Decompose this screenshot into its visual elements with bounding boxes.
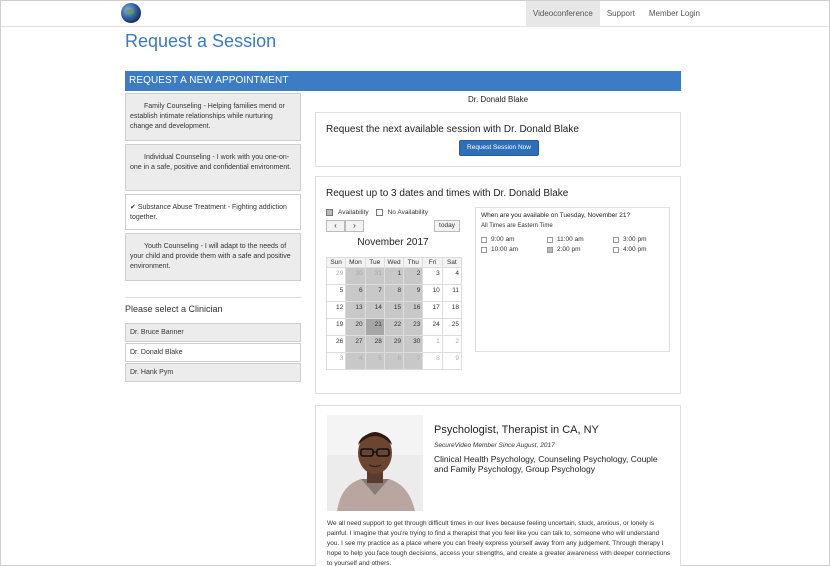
next-month-button[interactable]: › — [345, 220, 364, 232]
legend-no-availability: No Availability — [387, 209, 428, 216]
weekday-header: Thu — [404, 258, 423, 268]
time-slot-checkbox[interactable] — [613, 247, 619, 253]
nav-member-login[interactable]: Member Login — [648, 9, 700, 18]
calendar-day[interactable]: 7 — [404, 353, 423, 370]
calendar-day[interactable]: 5 — [327, 285, 346, 302]
time-slot[interactable] — [481, 236, 547, 243]
calendar-day[interactable]: 7 — [365, 285, 384, 302]
specialties: Clinical Health Psychology, Counseling Psychology, Couple and Family Psychology, Group Psychology — [434, 454, 658, 474]
time-slot-checkbox[interactable] — [613, 237, 619, 243]
calendar-day[interactable]: 29 — [384, 336, 403, 353]
time-slot-label: 3:00 pm — [623, 236, 647, 243]
weekday-header: Sat — [442, 258, 461, 268]
calendar-day[interactable]: 13 — [346, 302, 365, 319]
request-session-now-button[interactable]: Request Session Now — [459, 140, 539, 156]
time-slot-checkbox[interactable] — [481, 247, 487, 253]
time-slot-label: 9:00 am — [491, 236, 515, 243]
calendar-day[interactable]: 14 — [365, 302, 384, 319]
calendar-day[interactable]: 15 — [384, 302, 403, 319]
service-text: Individual Counseling - I work with you one-on-one in a safe, positive and confidential environment. — [130, 154, 292, 171]
top-navbar — [1, 1, 829, 27]
times-question: When are you available on Tuesday, November 21? — [481, 212, 631, 219]
calendar-day[interactable]: 6 — [384, 353, 403, 370]
clinician-bruce-banner[interactable]: Dr. Bruce Banner — [125, 323, 301, 342]
time-slot-checkbox[interactable] — [547, 237, 553, 243]
service-family-counseling[interactable] — [125, 93, 301, 141]
calendar-day[interactable]: 9 — [442, 353, 461, 370]
calendar-day[interactable]: 11 — [442, 285, 461, 302]
nav-support[interactable]: Support — [606, 9, 635, 18]
service-list — [125, 93, 301, 284]
calendar-month-title: November 2017 — [357, 237, 429, 248]
calendar-day[interactable]: 17 — [423, 302, 442, 319]
service-individual-counseling[interactable] — [125, 144, 301, 191]
calendar-day[interactable]: 6 — [346, 285, 365, 302]
time-slot-label: 2:00 pm — [557, 246, 581, 253]
service-text: Family Counseling - Helping families mend or establish intimate relationships while nurturing change and development. — [130, 103, 285, 130]
calendar-week — [327, 319, 462, 336]
prev-month-button[interactable]: ‹ — [326, 220, 345, 232]
calendar-day[interactable]: 28 — [365, 336, 384, 353]
calendar-day[interactable]: 1 — [423, 336, 442, 353]
next-available-title: Request the next available session with Dr. Donald Blake — [326, 124, 579, 135]
calendar-day[interactable]: 8 — [384, 285, 403, 302]
service-substance-abuse[interactable] — [125, 194, 301, 230]
member-since: SecureVideo Member Since August, 2017 — [434, 442, 555, 449]
calendar-day[interactable]: 30 — [404, 336, 423, 353]
profile-panel — [315, 405, 681, 566]
calendar-day[interactable]: 27 — [346, 336, 365, 353]
calendar-day[interactable]: 18 — [442, 302, 461, 319]
calendar-day[interactable]: 22 — [384, 319, 403, 336]
time-slot[interactable] — [613, 236, 667, 243]
calendar-legend — [326, 209, 435, 216]
time-slot[interactable] — [481, 246, 547, 253]
time-slot-label: 11:00 am — [557, 236, 584, 243]
portrait-image-icon — [327, 415, 423, 511]
calendar-day[interactable]: 4 — [442, 268, 461, 285]
time-slot-checkbox[interactable] — [547, 247, 553, 253]
calendar-day[interactable]: 8 — [423, 353, 442, 370]
weekday-header: Fri — [423, 258, 442, 268]
doctor-name: Dr. Donald Blake — [467, 95, 529, 104]
nav-videoconference[interactable]: Videoconference — [526, 1, 600, 27]
next-available-panel — [315, 112, 681, 167]
calendar-day[interactable]: 3 — [423, 268, 442, 285]
service-youth-counseling[interactable] — [125, 233, 301, 281]
weekday-header: Sun — [327, 258, 346, 268]
calendar-day[interactable]: 2 — [404, 268, 423, 285]
times-zone-note: All Times are Eastern Time — [481, 223, 553, 229]
calendar-day[interactable]: 20 — [346, 319, 365, 336]
clinician-prompt: Please select a Clinician — [125, 297, 301, 314]
today-button[interactable]: today — [434, 220, 460, 232]
weekday-header: Wed — [384, 258, 403, 268]
calendar-week — [327, 336, 462, 353]
main-nav — [526, 1, 707, 27]
calendar-day[interactable]: 9 — [404, 285, 423, 302]
weekday-header: Tue — [365, 258, 384, 268]
calendar-day[interactable]: 3 — [327, 353, 346, 370]
calendar-day[interactable]: 21 — [365, 319, 384, 336]
scheduler-title: Request up to 3 dates and times with Dr. Donald Blake — [326, 188, 569, 199]
calendar-week — [327, 353, 462, 370]
service-text: Substance Abuse Treatment - Fighting addiction together. — [130, 204, 287, 221]
legend-availability: Availability — [338, 209, 369, 216]
time-slot-label: 4:00 pm — [623, 246, 647, 253]
availability-swatch-icon — [326, 209, 333, 216]
time-slot-grid — [481, 236, 667, 253]
calendar-day[interactable]: 30 — [346, 268, 365, 285]
calendar-grid — [326, 257, 462, 370]
calendar-day[interactable]: 19 — [327, 319, 346, 336]
globe-logo-icon[interactable] — [121, 3, 141, 23]
calendar-week — [327, 302, 462, 319]
clinician-hank-pym[interactable]: Dr. Hank Pym — [125, 363, 301, 382]
calendar-day[interactable]: 31 — [365, 268, 384, 285]
clinician-donald-blake[interactable]: Dr. Donald Blake — [125, 343, 301, 362]
clinician-photo — [327, 415, 423, 511]
calendar-day[interactable]: 12 — [327, 302, 346, 319]
calendar-week — [327, 285, 462, 302]
time-slot-checkbox[interactable] — [481, 237, 487, 243]
time-slot-label: 10:00 am — [491, 246, 519, 253]
time-slot[interactable] — [547, 246, 613, 253]
calendar-day[interactable]: 26 — [327, 336, 346, 353]
time-slot[interactable] — [547, 236, 613, 243]
time-slot-panel — [475, 207, 670, 352]
section-header: REQUEST A NEW APPOINTMENT — [125, 71, 681, 91]
weekday-header: Mon — [346, 258, 365, 268]
no-availability-swatch-icon — [376, 209, 383, 216]
calendar-day[interactable]: 5 — [365, 353, 384, 370]
service-text: Youth Counseling - I will adapt to the needs of your child and provide them with a safe and positive environment. — [130, 243, 291, 270]
calendar-week — [327, 268, 462, 285]
calendar-day[interactable]: 10 — [423, 285, 442, 302]
calendar-day[interactable]: 23 — [404, 319, 423, 336]
calendar-day[interactable]: 4 — [346, 353, 365, 370]
page-title: Request a Session — [125, 31, 277, 51]
calendar-day[interactable]: 2 — [442, 336, 461, 353]
calendar-day[interactable]: 16 — [404, 302, 423, 319]
profile-bio: We all need support to get through difficult times in our lives because feeling uncertain, stuck, anxious, or lonely is painful. I imagine that you're trying to find a therapist that you feel like you can talk to, someone who will understand you. I see my practice as a place where you can freely express yourself away from any judgement. Through therapy I hope to help you face tough decisions, access your strengths, and create a greater awareness with deeper connections to yourself and others. — [327, 520, 671, 566]
profile-title: Psychologist, Therapist in CA, NY — [434, 424, 599, 436]
calendar-day[interactable]: 24 — [423, 319, 442, 336]
checkmark-icon: ✔ — [130, 204, 136, 211]
calendar-nav — [326, 220, 364, 232]
time-slot[interactable] — [613, 246, 667, 253]
calendar-day[interactable]: 25 — [442, 319, 461, 336]
calendar-day[interactable]: 29 — [327, 268, 346, 285]
calendar-day[interactable]: 1 — [384, 268, 403, 285]
clinician-list — [125, 323, 301, 383]
